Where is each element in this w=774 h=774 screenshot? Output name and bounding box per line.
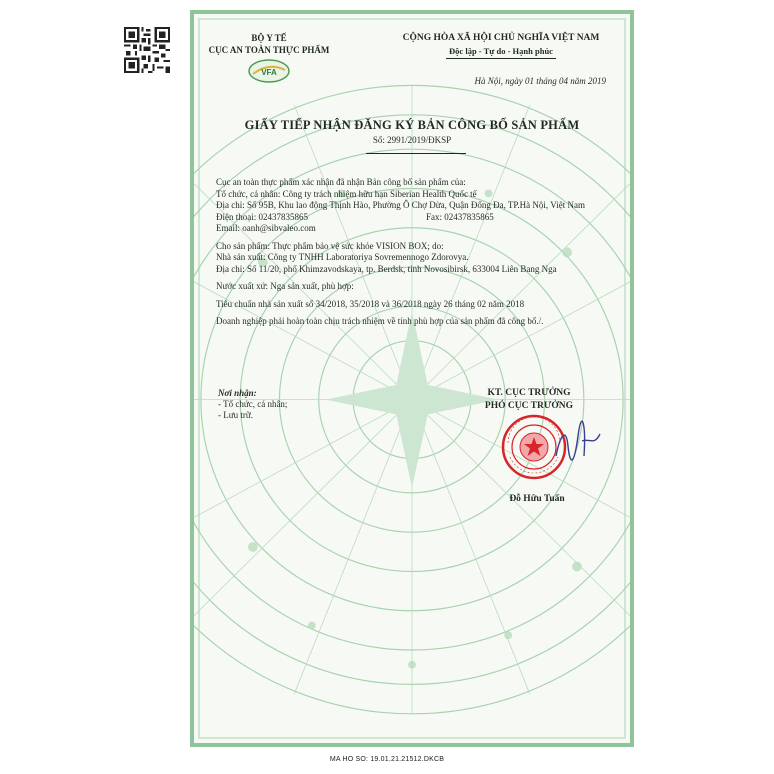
recipient-item: - Tổ chức, cá nhân; <box>218 399 288 409</box>
number-underline <box>366 153 466 154</box>
qr-code <box>121 27 173 73</box>
vfa-logo <box>247 58 291 84</box>
recipients-block <box>218 388 287 421</box>
manufacturer-address-line: Địa chỉ: Số 11/20, phố Khimzavodskaya, tp. Berdsk, tỉnh Novosibirsk, 633004 Liên Bang Nga <box>216 263 557 274</box>
nation-name: CỘNG HÒA XÃ HỘI CHỦ NGHĨA VIỆT NAM <box>402 33 600 43</box>
standard-line: Tiêu chuẩn nhà sản xuất số 34/2018, 35/2018 và 36/2018 ngày 26 tháng 02 năm 2018 <box>216 298 525 309</box>
fax-line: Fax: 02437835865 <box>426 211 494 222</box>
manufacturer-line: Nhà sản xuất: Công ty TNHH Laboratoriya Sovremennogo Zdorovya. <box>216 252 469 262</box>
signer-title-2: PHÓ CỤC TRƯỞNG <box>484 401 574 411</box>
contact-row <box>216 212 616 224</box>
department-name: CỤC AN TOÀN THỰC PHẨM <box>208 45 330 55</box>
nation-motto: Độc lập - Tự do - Hạnh phúc <box>449 46 553 56</box>
nation-header <box>366 32 634 59</box>
origin-line: Nước xuất xứ: Nga sản xuất, phù hợp: <box>216 281 354 291</box>
ministry-name: BỘ Y TẾ <box>251 33 287 43</box>
document-body <box>216 177 616 328</box>
certificate-document <box>190 10 634 747</box>
email-line: Email: oanh@sibvaleo.com <box>216 223 316 233</box>
motto-underline <box>446 58 556 59</box>
organization-line: Tổ chức, cá nhân: Công ty trách nhiệm hữu hạn Siberian Health Quốc tế <box>216 188 477 199</box>
product-line: Cho sản phẩm: Thực phẩm bảo vệ sức khỏe VISION BOX; do: <box>216 240 444 251</box>
document-title: GIẤY TIẾP NHẬN ĐĂNG KÝ BẢN CÔNG BỐ SẢN PHẨM <box>244 118 580 132</box>
signature-block <box>444 387 614 413</box>
document-number: Số: 2991/2019/ĐKSP <box>372 135 452 145</box>
address-line: Địa chỉ: Số 95B, Khu lao động Thịnh Hào, Phường Ô Chợ Dừa, Quận Đống Đa, TP.Hà Nội, Việt Nam <box>216 200 585 210</box>
recipients-title: Nơi nhận: <box>218 388 257 398</box>
signer-title-1: KT. CỤC TRƯỞNG <box>487 388 571 398</box>
dossier-code: MA HO SO: 19.01.21.21512.DKCB <box>329 756 445 763</box>
recipient-item: - Lưu trữ. <box>218 410 253 420</box>
handwritten-signature <box>546 416 606 476</box>
signer-name: Đỗ Hữu Tuấn <box>509 494 565 504</box>
intro-line: Cục an toàn thực phẩm xác nhận đã nhận Bản công bố sản phẩm của: <box>216 177 466 187</box>
responsibility-line: Doanh nghiệp phải hoàn toàn chịu trách nhiệm về tính phù hợp của sản phẩm đã công bố./. <box>216 316 544 326</box>
agency-header <box>204 32 334 84</box>
phone-line: Điện thoại: 02437835865 <box>216 211 308 222</box>
issue-date: Hà Nội, ngày 01 tháng 04 năm 2019 <box>474 76 606 86</box>
svg-text:VFA: VFA <box>261 68 277 77</box>
